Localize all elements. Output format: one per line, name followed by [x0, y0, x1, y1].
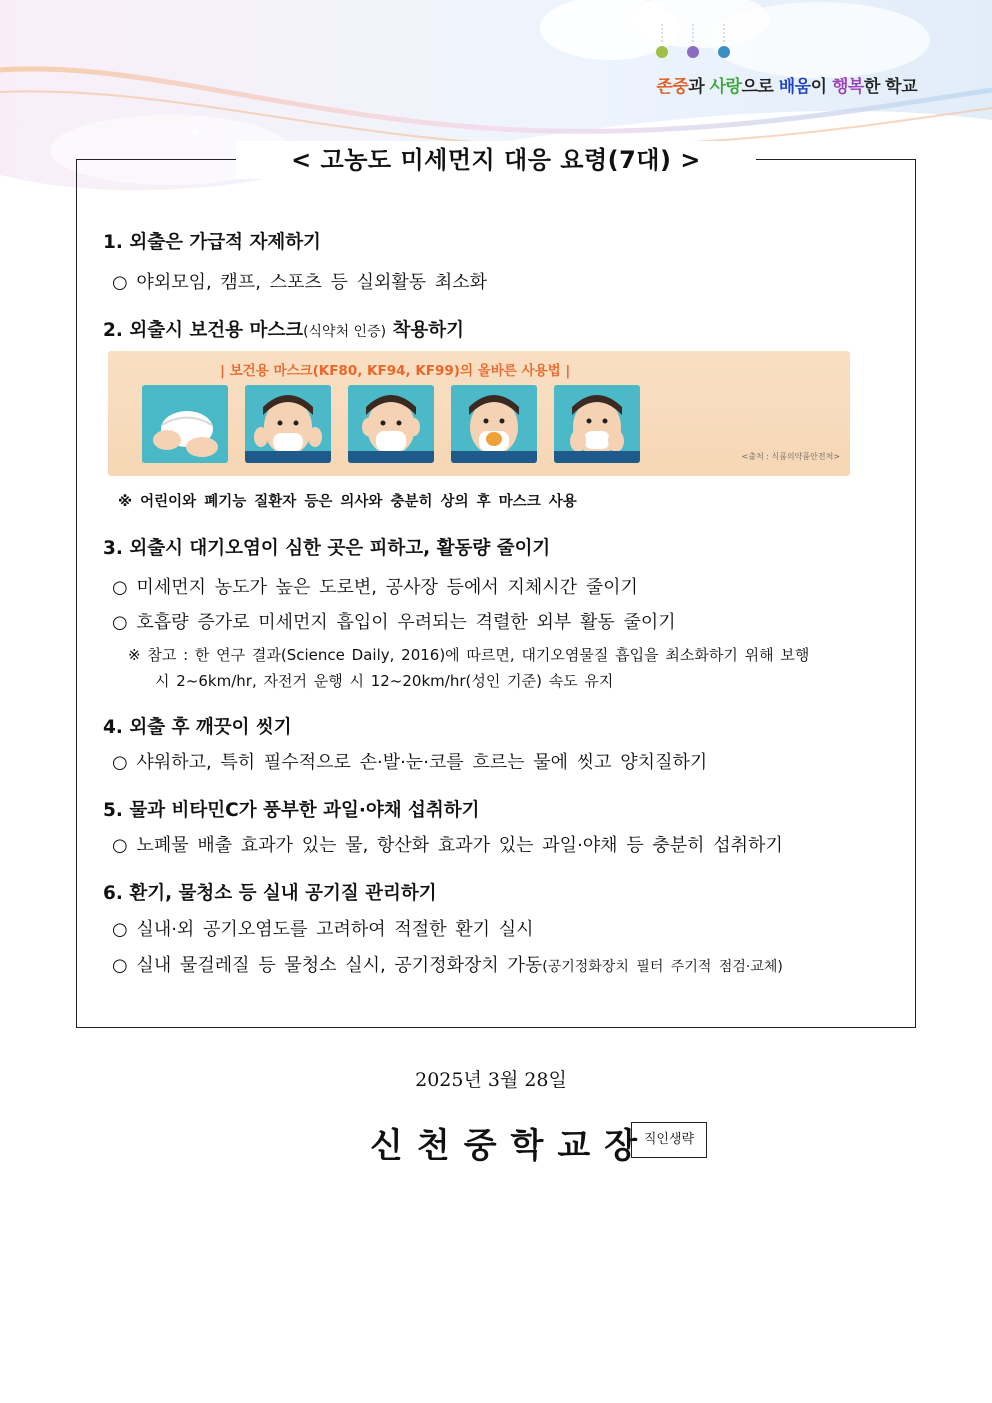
section-2-heading	[103, 316, 464, 342]
section-3-reference-line-1: ※ 참고 : 한 연구 결과(Science Daily, 2016)에 따르면, 대기오염물질 흡입을 최소화하기 위해 보행	[128, 646, 810, 664]
mask-step-2-image	[245, 385, 331, 463]
motto-part: 한 학교	[863, 77, 917, 97]
section-1-heading: 1. 외출은 가급적 자제하기	[103, 232, 321, 253]
mask-usage-illustration	[108, 351, 850, 476]
section-2-heading-main: 2. 외출시 보건용 마스크	[103, 320, 304, 341]
school-motto	[656, 72, 917, 97]
document-title: < 고농도 미세먼지 대응 요령(7대) >	[236, 141, 756, 179]
motto-part: 배움	[778, 77, 811, 97]
section-2-heading-tail: 착용하기	[386, 320, 464, 341]
section-3-reference-line-2: 시 2~6km/hr, 자전거 운행 시 12~20km/hr(성인 기준) 속도 유지	[155, 672, 614, 690]
section-2-heading-note: (식약처 인증)	[303, 324, 387, 340]
document-date: 2025년 3월 28일	[415, 1069, 567, 1091]
section-4-bullet: ○ 샤워하고, 특히 필수적으로 손·발·눈·코를 흐르는 물에 씻고 양치질하기	[112, 752, 708, 773]
section-5-bullet: ○ 노폐물 배출 효과가 있는 물, 항산화 효과가 있는 과일·야채 등 충분히 섭취하기	[112, 835, 783, 856]
mask-usage-caption: | 보건용 마스크(KF80, KF94, KF99)의 올바른 사용법 |	[220, 363, 571, 379]
mask-step-4-image	[451, 385, 537, 463]
section-6-bullet-2	[112, 951, 783, 977]
motto-dots-decoration	[650, 22, 740, 64]
section-2-note: ※ 어린이와 폐기능 질환자 등은 의사와 충분히 상의 후 마스크 사용	[118, 494, 577, 510]
section-1-bullet: ○ 야외모임, 캠프, 스포츠 등 실외활동 최소화	[112, 272, 488, 293]
section-6-bullet-2-main: ○ 실내 물걸레질 등 물청소 실시, 공기정화장치 가동	[112, 955, 543, 976]
section-3-heading: 3. 외출시 대기오염이 심한 곳은 피하고, 활동량 줄이기	[103, 538, 551, 559]
section-6-bullet-2-note: (공기정화장치 필터 주기적 점검·교체)	[542, 959, 783, 975]
section-6-heading: 6. 환기, 물청소 등 실내 공기질 관리하기	[103, 883, 437, 904]
section-6-bullet-1: ○ 실내·외 공기오염도를 고려하여 적절한 환기 실시	[112, 919, 534, 940]
motto-part: 사랑	[709, 77, 742, 97]
section-5-heading: 5. 물과 비타민C가 풍부한 과일·야채 섭취하기	[103, 800, 480, 821]
motto-part: 행복	[831, 77, 864, 97]
mask-step-5-image	[554, 385, 640, 463]
motto-part: 으로	[741, 77, 779, 97]
principal-signature: 신천중학교장	[370, 1126, 652, 1166]
motto-part: 존중	[656, 77, 689, 97]
mask-usage-source: <출처 : 식품의약품안전처>	[741, 452, 840, 461]
mask-step-3-image	[348, 385, 434, 463]
mask-step-1-image	[142, 385, 228, 463]
section-4-heading: 4. 외출 후 깨끗이 씻기	[103, 717, 292, 738]
section-3-bullet-2: ○ 호흡량 증가로 미세먼지 흡입이 우려되는 격렬한 외부 활동 줄이기	[112, 612, 676, 633]
section-3-bullet-1: ○ 미세먼지 농도가 높은 도로변, 공사장 등에서 지체시간 줄이기	[112, 577, 638, 598]
motto-part: 이	[810, 77, 832, 97]
motto-part: 과	[688, 77, 710, 97]
official-seal-omitted: 직인생략	[631, 1122, 707, 1158]
